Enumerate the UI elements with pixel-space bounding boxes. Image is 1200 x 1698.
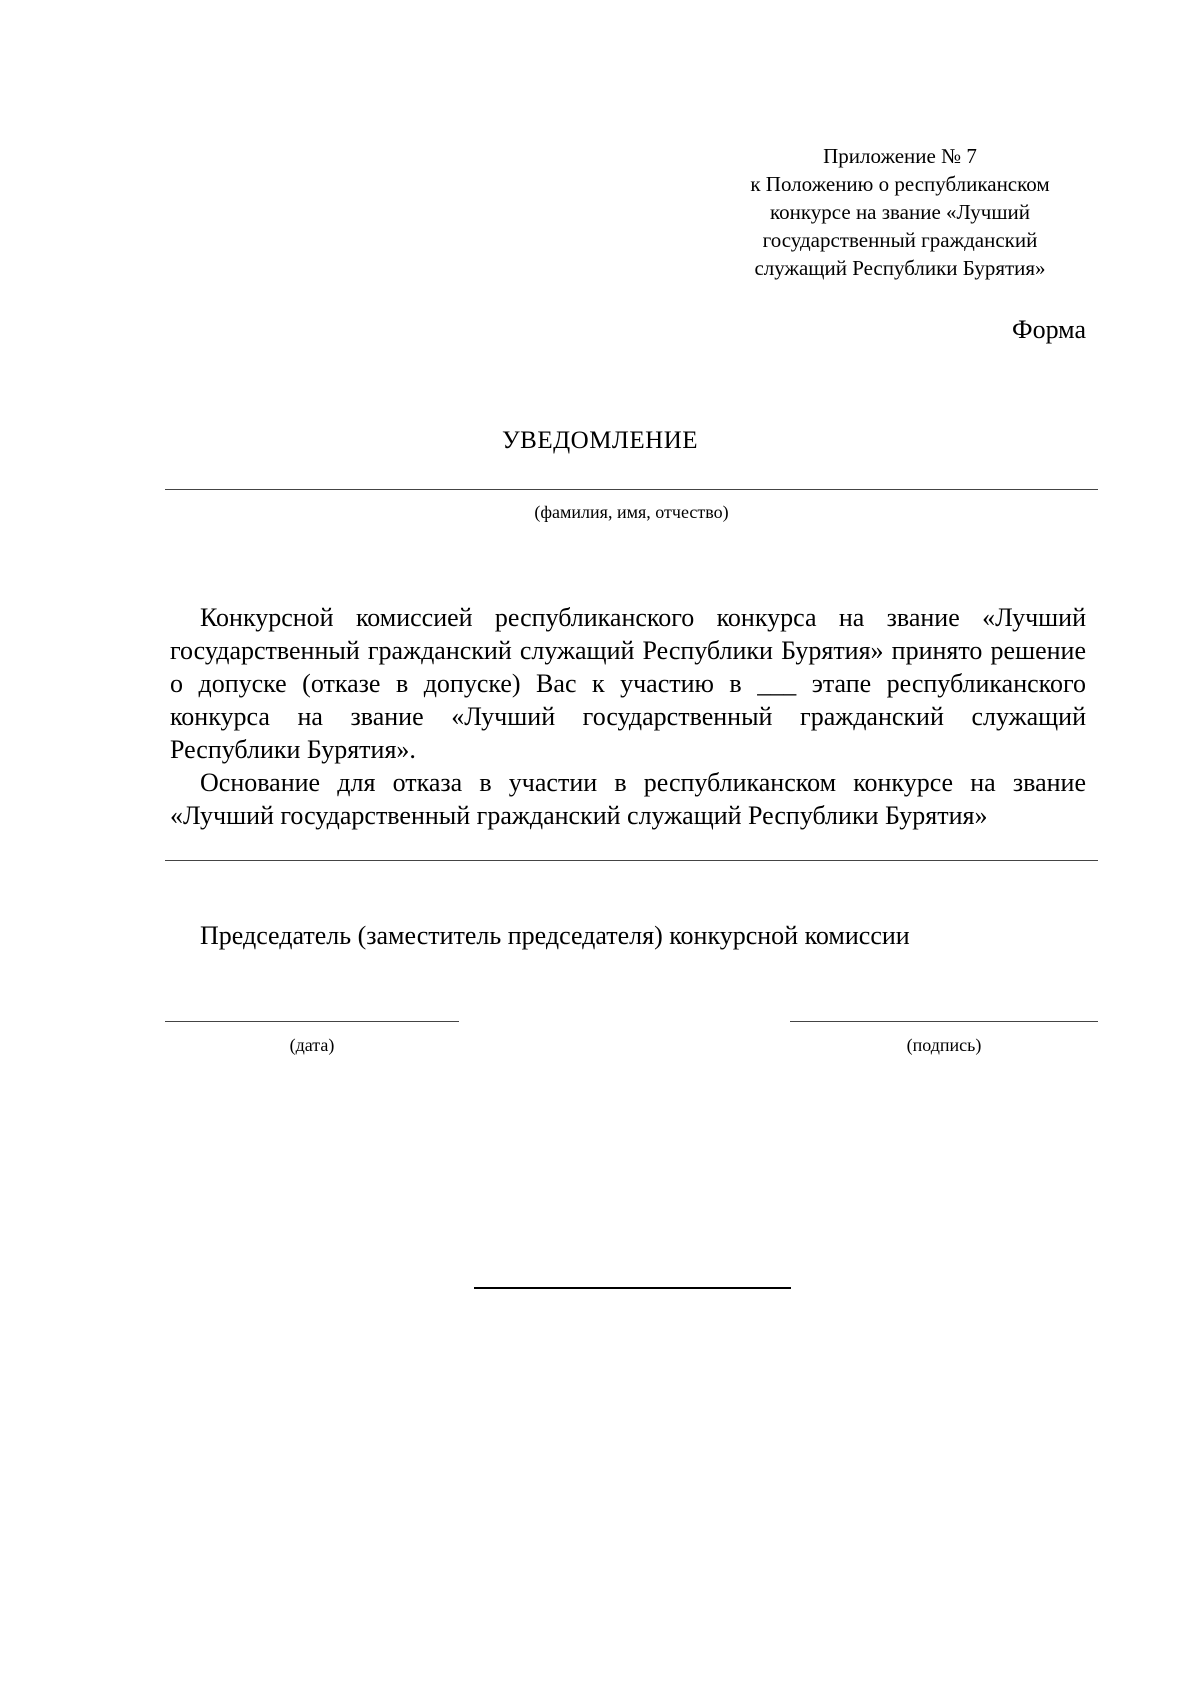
date-line [165, 1021, 459, 1022]
refusal-reason-line [165, 860, 1098, 861]
form-label: Форма [1012, 315, 1086, 344]
annex-line-5: служащий Республики Бурятия» [754, 256, 1046, 280]
notice-paragraph-1: Конкурсной комиссией республиканского конкурса на звание «Лучший государственный гражданский служащий Республики Бурятия» принято решение о допуске (отказе в допуске) Вас к участию в ___ этапе республиканского конкурса на звание «Лучший государственный гражданский служащий Республики Бурятия». [170, 603, 1086, 764]
chairman-label: Председатель (заместитель председателя) конкурсной комиссии [200, 921, 910, 950]
notice-paragraph-2: Основание для отказа в участии в республиканском конкурсе на звание «Лучший государственный гражданский служащий Республики Бурятия» [170, 768, 1086, 830]
end-of-document-line [474, 1287, 791, 1289]
annex-line-2: к Положению о республиканском [750, 172, 1050, 196]
signature-caption: (подпись) [906, 1035, 982, 1055]
annex-header [700, 142, 1100, 282]
notice-body [170, 601, 1086, 832]
date-caption: (дата) [289, 1035, 335, 1055]
fio-line [165, 489, 1098, 490]
fio-caption: (фамилия, имя, отчество) [534, 502, 729, 522]
annex-line-4: государственный гражданский [762, 228, 1038, 252]
document-title: УВЕДОМЛЕНИЕ [501, 427, 699, 454]
annex-line-3: конкурсе на звание «Лучший [770, 200, 1030, 224]
signature-line [790, 1021, 1098, 1022]
annex-line-1: Приложение № 7 [823, 144, 977, 168]
